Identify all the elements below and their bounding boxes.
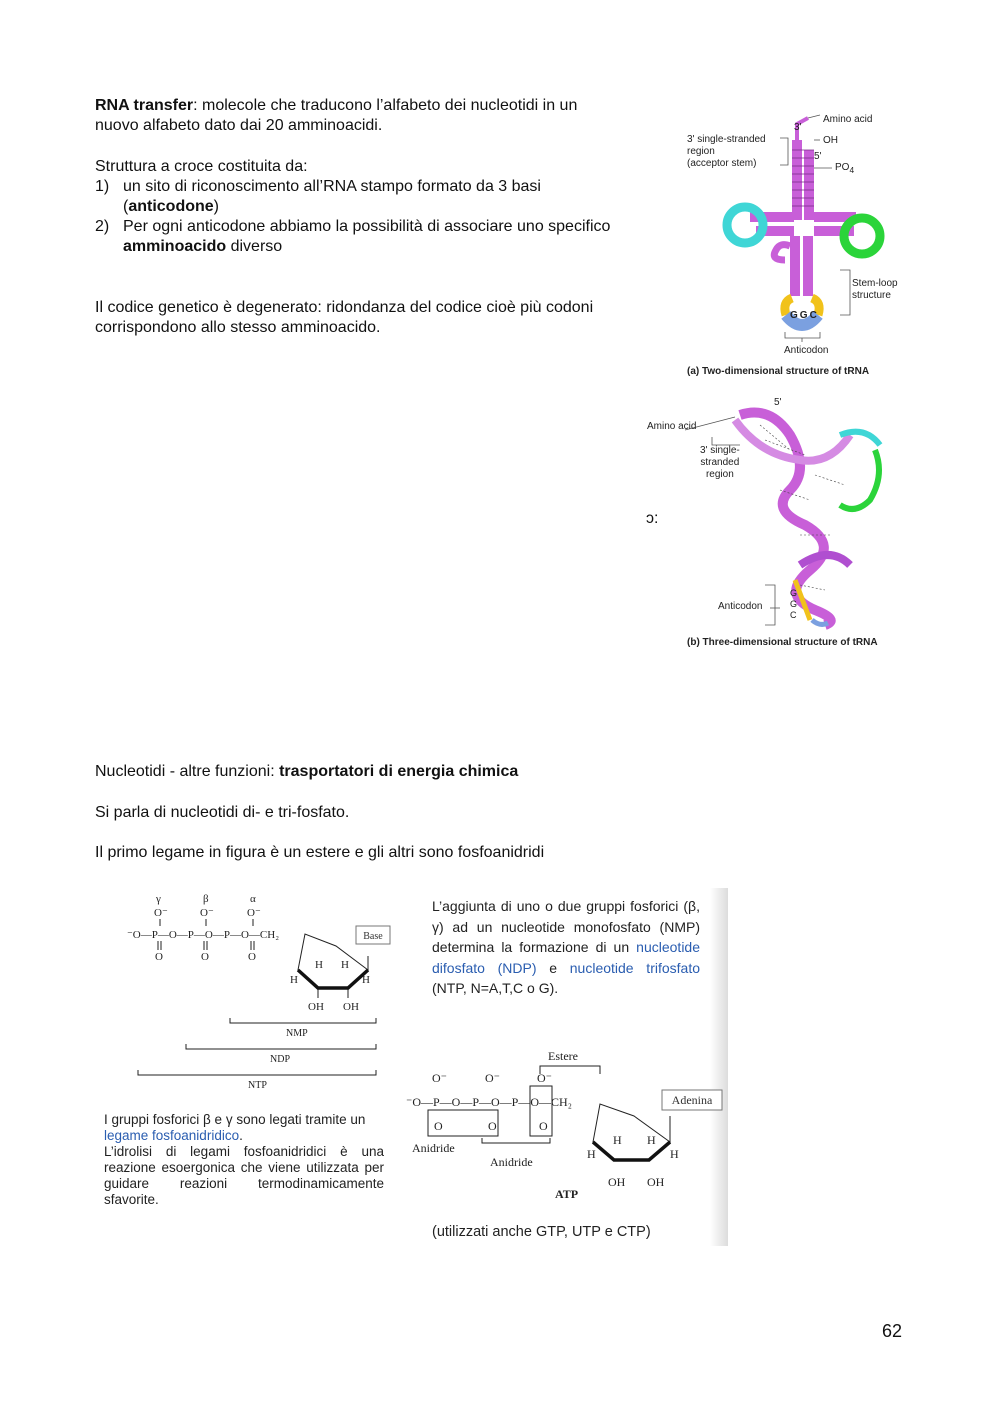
anticodon-label-3d: Anticodon: [718, 601, 763, 612]
svg-text:OH: OH: [647, 1175, 665, 1189]
degenerate-paragraph: Il codice genetico è degenerato: ridondanza del codice cioè più codoni corrispondono allo stesso amminoacido.: [95, 299, 594, 336]
section2-heading-text: Nucleotidi - altre funzioni:: [95, 763, 280, 780]
po4-label: $PO_4$: [835, 162, 855, 175]
ribbon-green: [840, 450, 879, 509]
single-stranded-label-3d: 3' single- stranded region: [700, 445, 740, 480]
ndp-link: nucleotide difosfato (NDP): [432, 939, 700, 976]
svg-text:O⁻: O⁻: [154, 907, 168, 919]
adenina-label: Adenina: [671, 1093, 713, 1107]
list-number: 2): [95, 218, 110, 235]
list-bold: amminoacido: [123, 238, 227, 255]
left-explanation-1: I gruppi fosforici β e γ sono legati tramite un legame fosfoanidridico.: [104, 1112, 366, 1143]
list-item: [95, 217, 620, 257]
intro-term: RNA transfer: [95, 97, 194, 114]
structure-list: [95, 177, 620, 257]
edge-fragment: ɔ:: [646, 510, 659, 527]
list-text: Per ogni anticodone abbiamo la possibilità di associare uno specifico: [123, 218, 611, 235]
atp-label: ATP: [555, 1187, 579, 1201]
anidride-label-1: Anidride: [412, 1141, 455, 1155]
svg-text:O: O: [201, 951, 209, 963]
anidride-label-2: Anidride: [490, 1155, 533, 1169]
amino-acid-label-3d: Amino acid: [647, 421, 697, 432]
fig-2d-caption: (a) Two-dimensional structure of tRNA: [687, 366, 870, 377]
section2-heading-bold: trasportatori di energia chimica: [279, 763, 519, 780]
svg-text:O: O: [488, 1119, 497, 1133]
trna-2d-diagram: [640, 110, 910, 385]
section2-line1: Si parla di nucleotidi di- e tri-fosfato.: [95, 804, 350, 821]
anticodon-bases: GGC: [790, 310, 819, 321]
svg-text:NTP: NTP: [248, 1080, 267, 1091]
ntp-structure: [100, 888, 400, 1098]
svg-text:O: O: [248, 951, 256, 963]
atp-footer: (utilizzati anche GTP, UTP e CTP): [432, 1224, 651, 1240]
acceptor-strand-right: [804, 150, 814, 220]
svg-text:H: H: [315, 959, 323, 971]
list-number: 1): [95, 178, 110, 195]
nucleotide-figure: [100, 888, 728, 1246]
svg-text:OH: OH: [308, 1001, 324, 1013]
trna-3d-diagram: [640, 395, 910, 655]
page-number: 62: [882, 1321, 903, 1341]
list-text: diverso: [226, 238, 283, 255]
right-explanation: L’aggiunta di uno o due gruppi fosforici (β, γ) ad un nucleotide monofosfato (NMP) determina la formazione di un nucleotide difosfato (NDP) e nucleotide trifosfato (NTP, N=A,T,C o G).: [432, 898, 700, 996]
section2-heading: [95, 762, 518, 782]
svg-text:O⁻: O⁻: [485, 1071, 500, 1085]
svg-text:O⁻: O⁻: [432, 1071, 447, 1085]
stem-loop-label: Stem-loop structure: [852, 278, 898, 301]
anticodon-label: Anticodon: [784, 345, 829, 356]
single-stranded-label: 3' single-stranded region (acceptor stem): [687, 134, 766, 169]
svg-text:H: H: [670, 1147, 679, 1161]
five-prime-label: 5': [814, 151, 822, 162]
atp-structure: [400, 1046, 730, 1211]
amino-acid-label: Amino acid: [823, 114, 873, 125]
svg-text:O: O: [539, 1119, 548, 1133]
structure-lead: Struttura a croce costituita da:: [95, 158, 308, 175]
svg-text:H: H: [362, 974, 370, 986]
svg-text:H: H: [290, 974, 298, 986]
svg-text:H: H: [341, 959, 349, 971]
svg-text:NMP: NMP: [286, 1028, 308, 1039]
section2-line2: Il primo legame in figura è un estere e gli altri sono fosfoanidridi: [95, 844, 545, 861]
fig-3d-caption: (b) Three-dimensional structure of tRNA: [687, 637, 878, 648]
estere-label: Estere: [548, 1049, 578, 1063]
left-explanation-2: L’idrolisi di legami fosfoanidridici è una reazione esoergonica che viene utilizzata per guidare reazioni termodinamicamente sfavorite.: [104, 1144, 384, 1207]
svg-text:OH: OH: [608, 1175, 626, 1189]
oh-label: OH: [823, 135, 838, 146]
list-bold: anticodone: [128, 198, 214, 215]
svg-text:O: O: [155, 951, 163, 963]
svg-text:H: H: [587, 1147, 596, 1161]
trna-3d-figure: [640, 395, 910, 655]
svg-text:H: H: [647, 1133, 656, 1147]
svg-text:H: H: [613, 1133, 622, 1147]
intro-definition: : molecole che traducono l’alfabeto dei nucleotidi in un nuovo alfabeto dato dai 20 amminoacidi.: [95, 97, 578, 134]
fosfoanidridico-link: legame fosfoanidridico: [104, 1128, 240, 1143]
list-text: un sito di riconoscimento all’RNA stampo formato da 3 basi (: [123, 178, 541, 215]
three-prime-label: 3': [794, 122, 802, 133]
svg-text:O⁻: O⁻: [247, 907, 261, 919]
svg-text:O⁻: O⁻: [537, 1071, 552, 1085]
svg-text:β: β: [203, 893, 209, 905]
trna-2d-figure: [640, 110, 910, 385]
anticodon-bases-3d: G G C: [790, 588, 798, 620]
svg-text:OH: OH: [343, 1001, 359, 1013]
d-loop: [727, 207, 763, 243]
five-prime-label-3d: 5': [774, 397, 782, 408]
svg-text:⁻O—P—O—P—O—P—O—CH₂: ⁻O—P—O—P—O—P—O—CH₂: [127, 929, 280, 941]
list-item: [95, 177, 620, 217]
svg-text:γ: γ: [156, 893, 161, 905]
acceptor-strand-left: [792, 140, 802, 220]
svg-text:O: O: [434, 1119, 443, 1133]
left-explanation: [104, 1112, 384, 1208]
structure-block: [95, 157, 620, 257]
list-text: ): [213, 198, 219, 215]
intro-paragraph: [95, 96, 620, 136]
svg-text:O⁻: O⁻: [200, 907, 214, 919]
ntp-link: nucleotide trifosfato: [569, 959, 700, 976]
svg-text:α: α: [250, 893, 256, 905]
base-label: Base: [363, 931, 383, 942]
svg-text:⁻O—P—O—P—O—P—O—CH₂: ⁻O—P—O—P—O—P—O—CH₂: [406, 1095, 572, 1109]
svg-text:NDP: NDP: [270, 1054, 291, 1065]
